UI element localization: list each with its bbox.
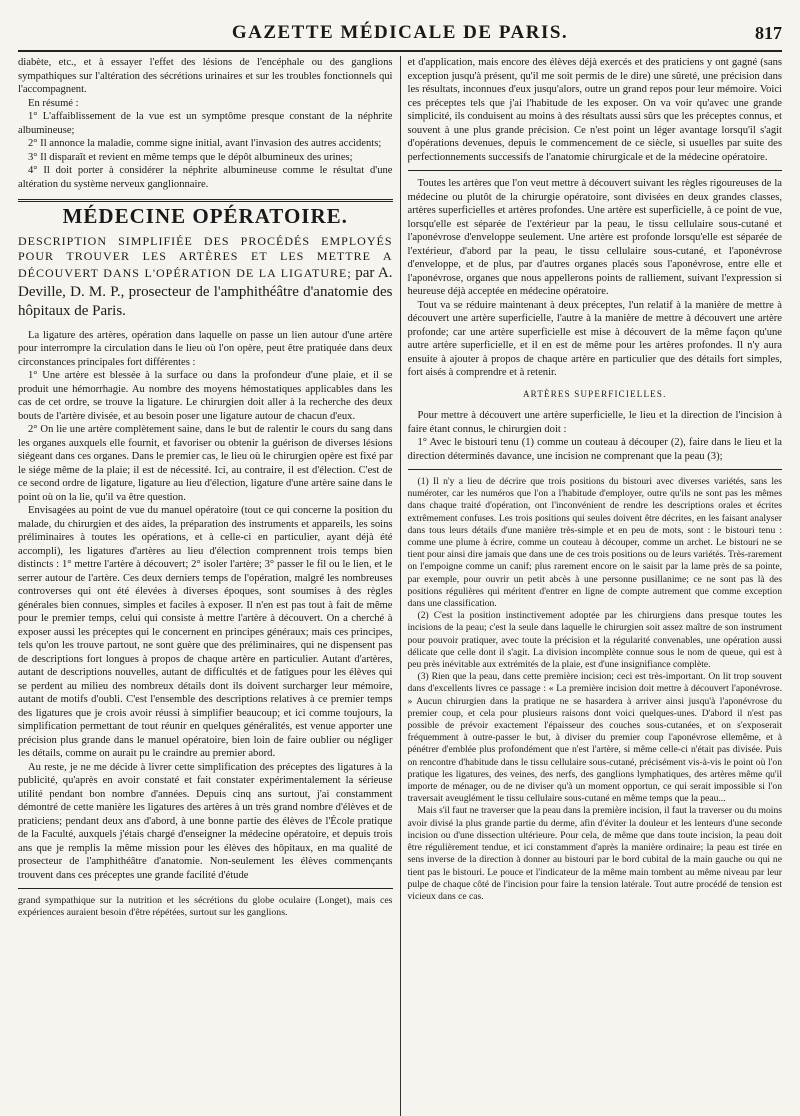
footnote-divider (18, 888, 393, 889)
body-paragraph: La ligature des artères, opération dans laquelle on passe un lien autour d'une artère pour interrompre la circulation dans le lieu où l'on opère, peut être pratiquée dans deux circonstances principales fort différentes : (18, 329, 393, 368)
body-paragraph: Pour mettre à découvert une artère superficielle, le lieu et la direction de l'incision à faire étant connus, le chirurgien doit : (407, 410, 782, 435)
footnotes (408, 476, 783, 903)
body-paragraph: Envisagées au point de vue du manuel opératoire (tout ce qui concerne la position du malade, du chirurgien et des aides, la préparation des instruments et appareils, les soins préliminaires à toutes les opérations, et à celle-ci en particulier, ayant déjà été accompli), les ligatures d'artères au lieu d'élection comprennent trois temps bien distincts : 1° mettre l'artère à découvert; 2° isoler l'artère; 3° passer le fil ou le lien, et le serrer autour de l'artère. Ces deux derniers temps de l'opération, malgré les nombreuses controverses qui ont été élevées à diverses époques, sont soumises à des règles générales bien connues, simples et faciles à exposer. Il n'en est pas tout à fait de même pour le premier temps, celui qui consiste à mettre l'artère à découvert. On a cherché à exposer aussi les préceptes qui le concernent en principes généraux; mais ces principes, tels qu'on les trouve partout, ne sont guère que des préliminaires, qui ne dispensent pas de descriptions fort longues à propos de chaque artère en particulier. Autant d'artères, autant de descriptions nouvelles, autant de difficultés et de fatigues pour les élèves qui se perdent au milieu des nombreux détails dont ils doivent surcharger leur mémoire, autant de motifs d'oubli. C'est l'ensemble des descriptions relatives à ce premier temps des ligatures que je crois avoir réussi à simplifier beaucoup; et ici comme toujours, la simplification permettant de tout réunir en quelques généralités, est venue apporter une précision plus grande dans le manuel opératoire, bien loin de faire oublier ou négliger les détails, comme on aurait pu le craindre au premier abord. (18, 505, 393, 759)
intro-paragraph: 3° Il disparaît et revient en même temps que le dépôt albumineux des urines; (28, 151, 353, 163)
right-column (400, 56, 783, 1116)
intro-paragraph: 4° Il doit porter à considérer la néphrite albumineuse comme le résultat d'une altération du système nerveux ganglionnaire. (18, 165, 393, 190)
article-title-caps: DESCRIPTION SIMPLIFIÉE DES PROCÉDÉS EMPLOYÉS POUR TROUVER LES ARTÈRES ET LES METTRE A DÉCOUVERT DANS L'OPÉRATION DE LA LIGATURE; (18, 233, 393, 280)
page-header (18, 12, 782, 52)
article-author: par A. Deville, D. M. P., prosecteur de l'amphithéâtre d'anatomie des hôpitaux de Paris. (18, 264, 393, 319)
two-column-body (18, 56, 782, 1116)
intro-paragraph: 1° L'affaiblissement de la vue est un symptôme presque constant de la néphrite albumineuse; (18, 111, 393, 136)
body-paragraph: Toutes les artères que l'on veut mettre à découvert suivant les règles rigoureuses de la médecine ou plutôt de la chirurgie opératoire, sont divisées en deux grandes classes, artères superficielles et artères profondes. Une artère est superficielle, à ce point de vue, lorsqu'elle est séparée de l'extérieur par la peau, le tissu cellulaire sous-cutané et l'aponévrose d'enveloppe seulement. Une artère est profonde lorsqu'elle est séparée de l'extérieur, d'abord par la peau, le tissu cellulaire sous-cutané, et l'aponévrose d'enveloppe, et de plus, par d'autres organes placés sous l'aponévrose, entre elle et l'aponévrose, organes que nous appellerons points de ralliement, suivant l'expression si heureuse déjà acceptée en médecine opératoire. (407, 178, 782, 297)
section-divider (18, 199, 393, 202)
footnote-divider (408, 469, 783, 470)
footnote: (3) Rien que la peau, dans cette première incision; ceci est très-important. On lit trop souvent dans d'excellents livres ce passage : « La première incision doit mettre à découvert l'aponévrose. » Aucun chirurgien dans la pratique ne se hasardera à arriver ainsi jusqu'à l'aponévrose du premier coup, et cela pour plusieurs raisons dont voici quelques-unes. D'abord il n'est pas possible de prévoir exactement l'épaisseur des couches sous-cutanées, et on s'exposerait fréquemment à outre-passer le but, à diviser du premier coup l'aponévrose ellemême, et à pénétrer d'emblée plus profondément que n'est l'artère, si même celle-ci n'était pas divisée. Puis on rencontre d'habitude dans le tissu cellulaire sous-cutané, précisément vis-à-vis le point où l'on pratique les ligatures, des veines, des nerfs, des ganglions lymphatiques, des artères même qu'il importe de ménager, ou de ne diviser qu'à un moment opportun, ce qui serait impossible si l'on traversait aveuglément le tissu cellulaire sous-cutané en même temps que la peau... (407, 671, 782, 805)
section-title: MÉDECINE OPÉRATOIRE. (62, 204, 348, 228)
paragraph-divider (408, 170, 783, 171)
body-paragraph: Au reste, je ne me décide à livrer cette simplification des préceptes des ligatures à la publicité, qu'après en avoir constaté et fait constater expérimentalement la sérieuse utilité pendant bon nombre d'années. Depuis cinq ans surtout, j'ai constamment démontré de cette manière les ligatures des artères à un très grand nombre d'élèves et de praticiens; pendant deux ans d'abord, à une bonne partie des élèves de l'École pratique de la Faculté, auxquels j'étais chargé d'enseigner la médecine opératoire, et depuis trois ans que je remplis la même mission pour les élèves des hôpitaux, en ma qualité de prosecteur de l'amphithéâtre d'anatomie. Non-seulement les élèves commençants trouvent dans ces préceptes une grande facilité d'étude (18, 761, 393, 881)
intro-paragraph: diabète, etc., et à essayer l'effet des lésions de l'encéphale ou des ganglions sympathiques sur l'altération des sécrétions urinaires et sur les troubles fonctionnels qui l'accompagnent. (18, 57, 393, 95)
article-title (18, 234, 393, 321)
bottom-note: grand sympathique sur la nutrition et les sécrétions du globe oculaire (Longet), mais ces expériences auraient besoin d'être répétées, surtout sur les ganglions. (18, 895, 393, 919)
intro-paragraph: En résumé : (28, 97, 79, 109)
intro-paragraph: 2° Il annonce la maladie, comme signe initial, avant l'invasion des autres accidents; (28, 138, 382, 149)
body-paragraph: 1° Une artère est blessée à la surface ou dans la profondeur d'une plaie, et il se produit une hémorrhagie. Au nombre des moyens hémostatiques applicables dans les cas de cet ordre, se trouve la ligature. Le chirurgien doit aller à la recherche des deux bouts de l'artère divisée, et au besoin poser une ligature autour de chacun d'eux. (18, 370, 393, 422)
footnote: (2) C'est la position instinctivement adoptée par les chirurgiens dans presque toutes les incisions de la peau; c'est la seule dans laquelle le chirurgien soit assez maître de son instrument pour pouvoir pratiquer, avec toute la précision et la régularité convenables, une opération aussi délicate que celle dont il s'agit. La division incomplète connue sous le nom de queue, qui est à peu près inévitable aux extrémités de la plaie, est d'une insignifiance complète. (407, 610, 782, 671)
journal-title: GAZETTE MÉDICALE DE PARIS. (231, 22, 569, 43)
body-paragraph: 1° Avec le bistouri tenu (1) comme un couteau à découper (2), faire dans le lieu et la direction déterminés davance, une incision ne comprenant que la peau (3); (407, 437, 782, 462)
subsection-heading: ARTÈRES SUPERFICIELLES. (522, 388, 667, 399)
footnote: (1) Il n'y a lieu de décrire que trois positions du bistouri avec diverses variétés, sans les numéroter, car les numéros que l'on a l'habitude d'employer, outre qu'ils ne sont pas les mêmes dans chaque traité d'opération, ont l'inconvénient de rendre les descriptions orales et écrites extrêmement confuses. Les trois positions qui seules doivent être décrites, en les faisant analyser dans tous leurs détails d'une manière très-simple et en peu de mots, sont : le bistouri tenu : comme une plume à écrire, comme un couteau à découper, comme un archet. Le bistouri ne se tient pour ainsi dire jamais que dans une de ces trois positions ou de leurs variétés. Très-rarement on l'empoigne comme un canif; plus rarement encore on le saisit par la lame près de sa pointe, par exemple, pour ouvrir un petit abcès à une personne pusillanime; ce ne sont pas là des positions régulières qui méritent d'entrer en ligne de compte autrement que comme exception dans une classification. (407, 476, 782, 610)
body-paragraph: et d'application, mais encore des élèves déjà exercés et des praticiens y ont gagné (sans exception jusqu'à présent, qu'il me soit permis de le dire) une sûreté, une précision dans les résultats, inconnues d'eux jusqu'alors, outre un grand repos pour leur mémoire. Voici ces préceptes tels que j'ai l'habitude de les exposer. On va voir qu'avec une grande simplicité, ils conduisent au moins à des résultats aussi sûrs que les préceptes connus, et souvent à une plus grande précision. Ce n'est point un léger avantage lorsqu'il s'agit d'opérations devenues, depuis le commencement de ce siècle, si usuelles par suite des perfectionnements successifs de l'anatomie chirurgicale et de la médecine opératoire. (407, 57, 782, 163)
footnote: Mais s'il faut ne traverser que la peau dans la première incision, il faut la traverser ou du moins avoir divisé la plus grande partie du derme, afin d'éviter la douleur et les lenteurs d'une seconde incision ou d'une dissection ultérieure. Pour cela, de même que dans toute incision, la peau doit être régulièrement tendue, et ici constamment d'après la manière ordinaire; la peau est tirée en sens inverse de la direction à donner au bistouri par le bord cubital de la main gauche ou qui ne tient pas le bistouri. Le pouce et l'indicateur de la même main tombent au même niveau par leur pulpe de chaque côté de l'incision pour faire la tension latérale. Tout autre procédé de tension est vicieux dans ce cas. (407, 805, 782, 902)
body-paragraph: 2° On lie une artère complètement saine, dans le but de ralentir le cours du sang dans les organes auxquels elle fournit, et favoriser ou obtenir la guérison de diverses lésions siégeant dans ces organes. Dans le premier cas, le lieu où le chirurgien opère est fixé par le siége même de la plaie; il est de nécessité. Ici, au contraire, il est d'élection. C'est de ce second ordre de ligature, ligature au lieu d'élection, ligature d'une artère saine dans le point où on la lie, qu'il va être question. (18, 424, 393, 503)
body-paragraph: Tout va se réduire maintenant à deux préceptes, l'un relatif à la manière de mettre à découvert une artère superficielle, l'autre à la manière de mettre à découvert une artère profonde; car une artère superficielle est mise à découvert de la même façon qu'une autre artère superficielle, et il en est de même pour les artères profondes. Il n'y aura ensuite à ajouter à propos de chaque artère en particulier que des détails fort simples, fort aisés à comprendre et à retenir. (407, 299, 782, 378)
page-number: 817 (755, 23, 782, 43)
left-column (18, 56, 400, 1116)
